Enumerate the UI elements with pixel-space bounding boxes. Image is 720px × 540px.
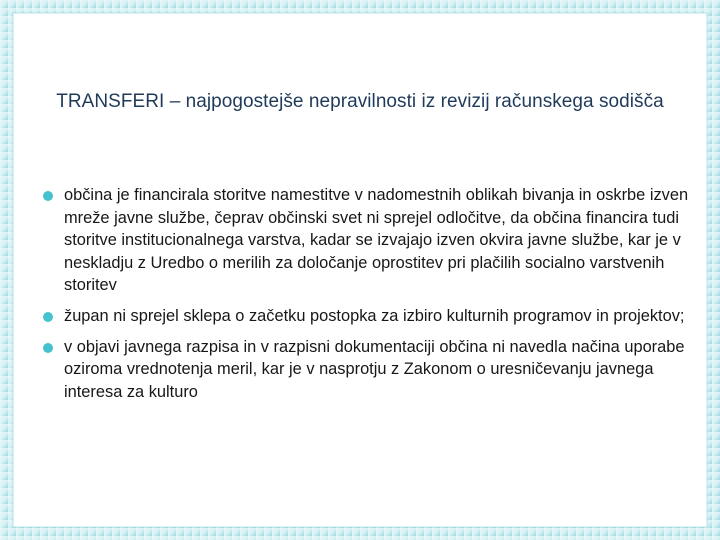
- bullet-list: [40, 184, 692, 403]
- bullet-dot-icon: [43, 312, 53, 322]
- bullet-text: občina je financirala storitve namestitve v nadomestnih oblikah bivanja in oskrbe izven mreže javne službe, čeprav občinski svet ni sprejel odločitve, da občina financira tudi storitve institucionalnega varstva, kadar se izvajajo izven okvira javne službe, kar je v neskladju z Uredbo o merilih za določanje oprostitev pri plačilih socialno varstvenih storitev: [64, 186, 689, 295]
- bullet-text: v objavi javnega razpisa in v razpisni dokumentaciji občina ni navedla načina uporabe oziroma vrednotenja meril, kar je v nasprotju z Zakonom o uresničevanju javnega interesa za kulturo: [64, 337, 685, 401]
- bullet-dot-icon: [43, 191, 53, 201]
- slide-title: TRANSFERI – najpogostejše nepravilnosti iz revizij računskega sodišča: [56, 91, 664, 112]
- bullet-dot-icon: [43, 343, 53, 353]
- bullet-text: župan ni sprejel sklepa o začetku postopka za izbiro kulturnih programov in projektov;: [64, 306, 685, 325]
- bullet-item: [40, 184, 692, 297]
- bullet-item: [40, 336, 692, 404]
- bullet-item: [40, 305, 692, 328]
